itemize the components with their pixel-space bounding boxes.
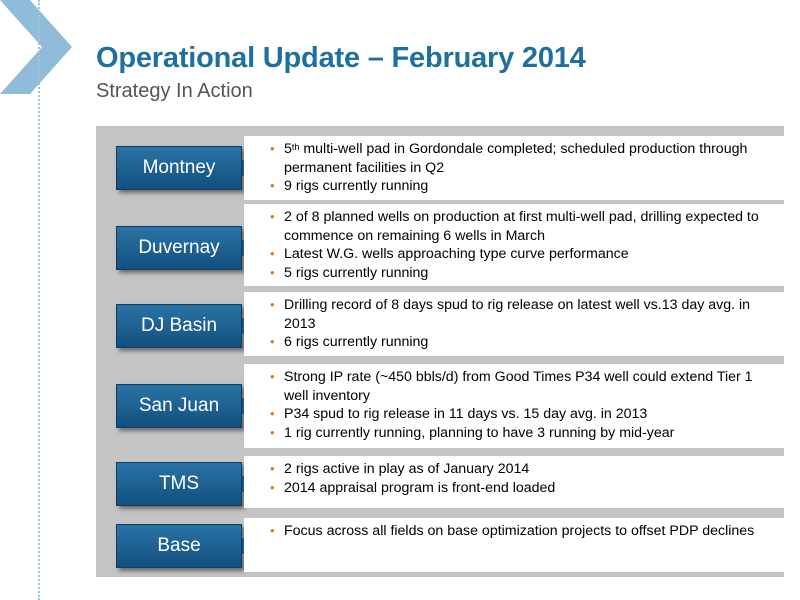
montney-label-button: Montney — [116, 146, 242, 190]
list-item: • Strong IP rate (~450 bbls/d) from Good Times P34 well could extend Tier 1 well inventory — [270, 368, 772, 405]
montney-description — [244, 136, 784, 200]
duvernay-label-button: Duvernay — [116, 226, 242, 270]
decorative-dotted-line — [38, 0, 40, 600]
list-item: • Focus across all fields on base optimization projects to offset PDP declines — [270, 522, 772, 541]
san-juan-label-button: San Juan — [116, 384, 242, 428]
list-item: • Latest W.G. wells approaching type curve performance — [270, 245, 772, 264]
company-logo-chevron-icon — [0, 0, 80, 135]
content-panel — [96, 126, 784, 577]
page-subtitle: Strategy In Action — [96, 80, 253, 102]
dj-basin-description — [244, 292, 784, 356]
base-description — [244, 518, 784, 572]
list-item: • 6 rigs currently running — [270, 333, 772, 352]
tms-description — [244, 456, 784, 508]
list-item: • P34 spud to rig release in 11 days vs. 15 day avg. in 2013 — [270, 405, 772, 424]
tms-label-button: TMS — [116, 462, 242, 506]
duvernay-description — [244, 204, 784, 286]
list-item: • 1 rig currently running, planning to have 3 running by mid-year — [270, 424, 772, 443]
list-item: • 2 of 8 planned wells on production at first multi-well pad, drilling expected to commence on remaining 6 wells in March — [270, 208, 772, 245]
list-item: • 2014 appraisal program is front-end loaded — [270, 479, 772, 498]
base-label-button: Base — [116, 524, 242, 568]
list-item: • 2 rigs active in play as of January 2014 — [270, 460, 772, 479]
san-juan-description — [244, 364, 784, 448]
list-item: • 5th multi-well pad in Gordondale completed; scheduled production through permanent facilities in Q2 — [270, 140, 772, 177]
list-item: • 5 rigs currently running — [270, 264, 772, 283]
list-item: • Drilling record of 8 days spud to rig release on latest well vs.13 day avg. in 2013 — [270, 296, 772, 333]
dj-basin-label-button: DJ Basin — [116, 304, 242, 348]
list-item: • 9 rigs currently running — [270, 177, 772, 196]
page-title: Operational Update – February 2014 — [96, 42, 586, 74]
